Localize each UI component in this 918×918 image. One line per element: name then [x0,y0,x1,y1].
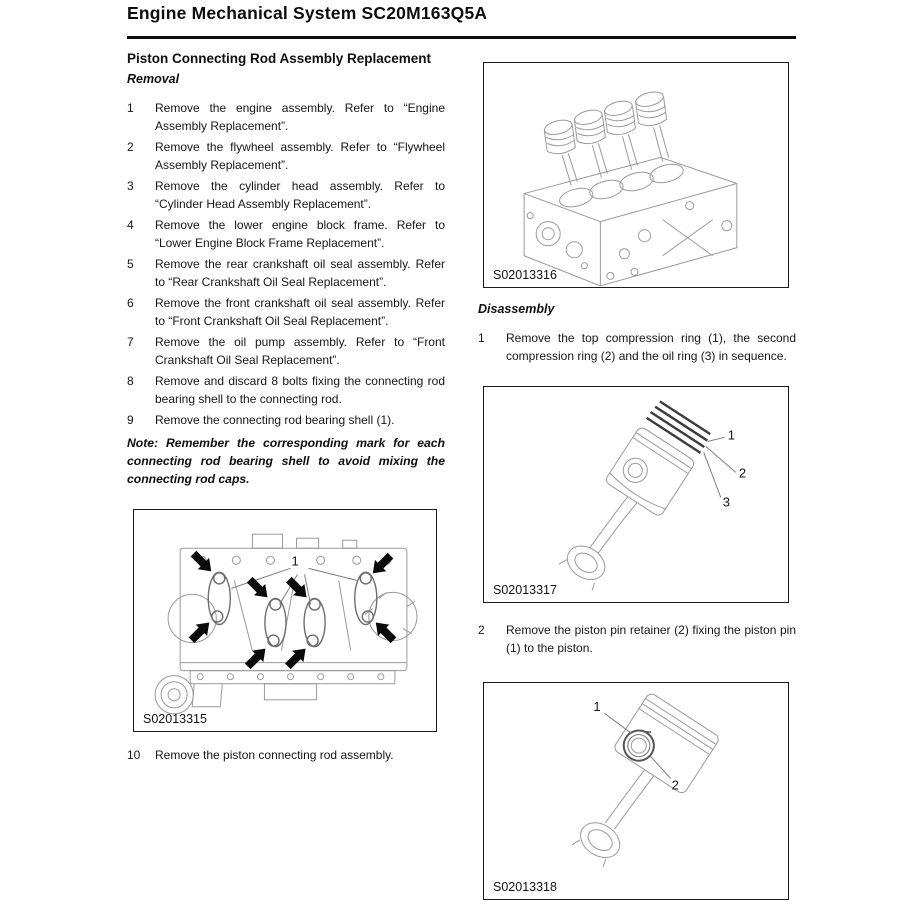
step-number: 5 [127,257,134,271]
figure-caption: S02013317 [493,583,557,597]
step-text: Remove the front crankshaft oil seal assembly. Refer to “Front Crankshaft Oil Seal Replacement”. [155,296,445,328]
step-number: 8 [127,374,134,388]
removal-step [127,746,445,764]
step-number: 10 [127,748,141,762]
right-column [478,62,796,900]
figure-s02013316 [483,62,789,288]
callout-1: 1 [593,699,601,715]
callout-2: 2 [738,465,747,481]
step-text: Remove the flywheel assembly. Refer to “Flywheel Assembly Replacement”. [155,140,445,172]
step-text: Remove the piston connecting rod assembly. [155,748,394,762]
removal-step [127,255,445,291]
callout-leader-lines [704,437,736,497]
figure-caption: S02013318 [493,880,557,894]
figure-s02013317 [483,386,789,603]
step-number: 1 [478,331,485,345]
removal-step [127,138,445,174]
removal-step [127,294,445,330]
step-text: Remove the engine assembly. Refer to “Engine Assembly Replacement”. [155,101,445,133]
piston-pin-and-retainer [618,722,661,766]
page-title: Engine Mechanical System SC20M163Q5A [127,3,488,23]
step-number: 2 [127,140,134,154]
step-text: Remove the piston pin retainer (2) fixing the piston pin (1) to the piston. [506,623,796,655]
figure-s02013318 [483,682,789,900]
step-text: Remove and discard 8 bolts fixing the connecting rod bearing shell to the connecting rod. [155,374,445,406]
callout-1: 1 [291,553,299,569]
step-number: 4 [127,218,134,232]
removal-step [127,333,445,369]
engine-bottom-view-diagram [134,510,436,731]
disassembly-step [478,329,796,365]
step-text: Remove the rear crankshaft oil seal assembly. Refer to “Rear Crankshaft Oil Seal Replacement”. [155,257,445,289]
step-text: Remove the connecting rod bearing shell (1). [155,413,395,427]
removal-step [127,177,445,213]
disassembly-heading: Disassembly [478,302,555,316]
section-title: Piston Connecting Rod Assembly Replacement [127,51,432,66]
piston-rings-diagram [484,387,788,602]
step-number: 2 [478,623,485,637]
disassembly-step [478,621,796,657]
piston-rings [647,400,712,453]
step-number: 6 [127,296,134,310]
removal-step [127,411,445,429]
callout-1: 1 [727,427,736,443]
note-text: Note: Remember the corresponding mark for each connecting rod bearing shell to avoid mixing the connecting rod caps. [127,436,445,486]
step-text: Remove the oil pump assembly. Refer to “Front Crankshaft Oil Seal Replacement”. [155,335,445,367]
step-number: 3 [127,179,134,193]
left-column [127,50,445,767]
figure-caption: S02013315 [143,712,207,726]
engine-block-pistons-diagram [484,63,788,287]
piston-pin-retainer-diagram [484,683,788,899]
header-rule [127,36,796,39]
removal-step [127,372,445,408]
removal-step [127,216,445,252]
step-number: 9 [127,413,134,427]
callout-2: 2 [671,777,679,793]
step-number: 1 [127,101,134,115]
step-text: Remove the lower engine block frame. Refer to “Lower Engine Block Frame Replacement”. [155,218,445,250]
removal-heading: Removal [127,72,180,86]
callout-3: 3 [722,494,731,510]
step-text: Remove the top compression ring (1), the second compression ring (2) and the oil ring (3) in sequence. [506,331,796,363]
figure-caption: S02013316 [493,268,557,282]
step-number: 7 [127,335,134,349]
figure-s02013315 [133,509,437,732]
step-text: Remove the cylinder head assembly. Refer to “Cylinder Head Assembly Replacement”. [155,179,445,211]
removal-step [127,99,445,135]
